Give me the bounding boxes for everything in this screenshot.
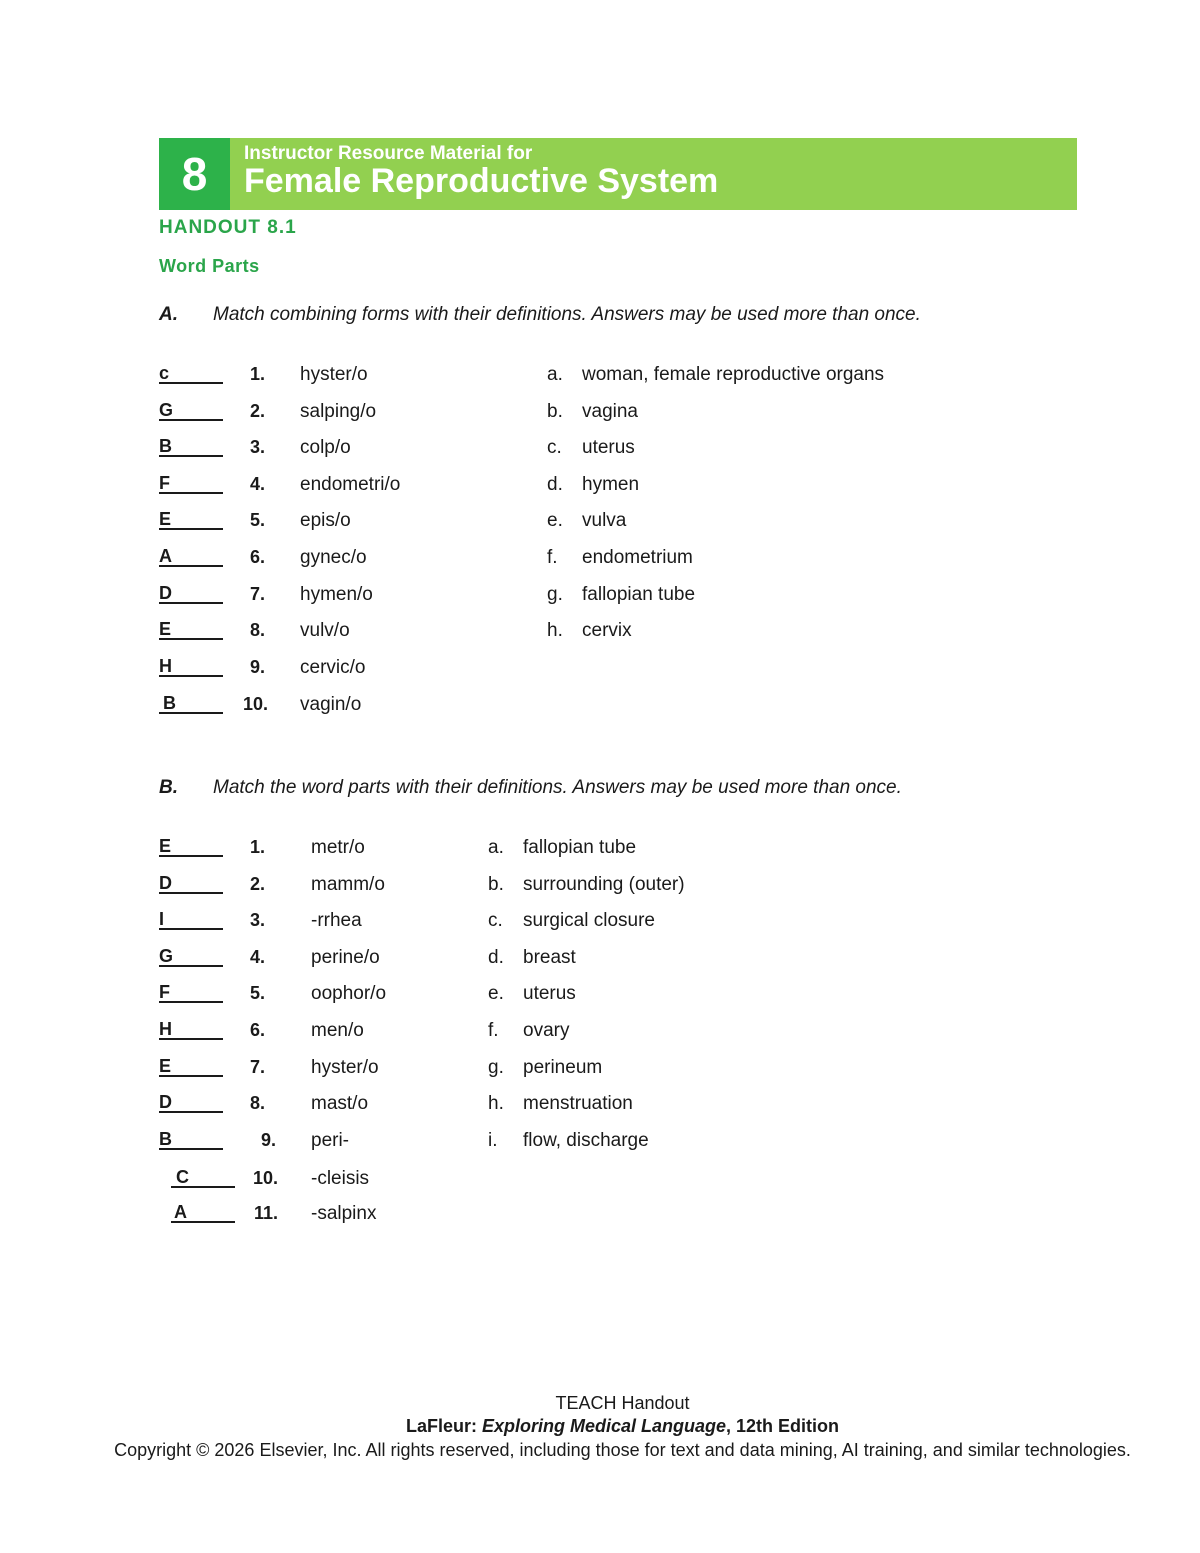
item-term: epis/o — [300, 510, 351, 532]
definition-text: fallopian tube — [582, 583, 696, 605]
part-b-instruction: Match the word parts with their definitions. Answers may be used more than once. — [213, 777, 902, 798]
definition-letter: b. — [488, 873, 504, 895]
definition-letter: a. — [547, 364, 563, 385]
answer-blank: D — [159, 1091, 223, 1113]
part-a-letter: A. — [159, 304, 178, 325]
item-number: 4. — [249, 473, 265, 494]
definition-letter: h. — [547, 620, 563, 642]
answer-blank: E — [159, 835, 223, 857]
answer-blank: I — [159, 908, 223, 930]
item-number: 2. — [249, 400, 265, 421]
answer-blank: F — [159, 981, 223, 1003]
answer-blank: D — [159, 872, 223, 894]
definition-text: cervix — [582, 620, 632, 642]
answer-blank: E — [159, 618, 223, 640]
definition-letter: e. — [547, 510, 563, 532]
item-term: salping/o — [300, 400, 377, 422]
item-number: 6. — [249, 1020, 265, 1040]
item-number: 1. — [249, 837, 265, 857]
definition-letter: f. — [547, 547, 558, 568]
definition-letter: i. — [488, 1129, 498, 1151]
item-term: mast/o — [311, 1093, 369, 1115]
item-term: -rrhea — [311, 910, 362, 932]
answer-blank: C — [171, 1166, 235, 1188]
item-term: perine/o — [311, 946, 380, 968]
banner-subtitle: Instructor Resource Material for — [244, 143, 533, 164]
chapter-number: 8 — [159, 138, 230, 210]
answer-blank: B — [159, 435, 223, 457]
answer-blank: F — [159, 472, 223, 494]
definition-text: surgical closure — [523, 910, 655, 932]
item-term: -salpinx — [311, 1203, 377, 1224]
definition-letter: d. — [547, 473, 563, 495]
item-number: 7. — [249, 1056, 265, 1077]
answer-blank: B — [159, 692, 223, 714]
item-term: hyster/o — [300, 364, 368, 385]
definition-letter: c. — [547, 437, 562, 459]
item-term: mamm/o — [311, 873, 385, 895]
definition-text: uterus — [582, 437, 635, 459]
item-number: 1. — [249, 364, 265, 384]
item-term: -cleisis — [311, 1168, 370, 1190]
definition-text: ovary — [523, 1020, 570, 1041]
definition-text: endometrium — [582, 547, 693, 568]
item-term: oophor/o — [311, 983, 387, 1005]
answer-blank: E — [159, 508, 223, 530]
answer-blank: E — [159, 1055, 223, 1077]
item-number: 10. — [252, 1168, 278, 1189]
definition-text: surrounding (outer) — [523, 873, 685, 895]
answer-blank: B — [159, 1128, 223, 1150]
item-number: 7. — [249, 583, 265, 604]
definition-text: hymen — [582, 473, 640, 495]
item-number: 8. — [249, 620, 265, 641]
item-number: 10. — [242, 694, 268, 715]
item-term: hyster/o — [311, 1056, 379, 1078]
item-term: men/o — [311, 1020, 364, 1041]
item-number: 11. — [253, 1203, 278, 1223]
part-b-letter: B. — [159, 777, 178, 798]
answer-blank: G — [159, 945, 223, 967]
answer-blank: D — [159, 582, 223, 604]
item-term: vagin/o — [300, 694, 362, 716]
definition-letter: d. — [488, 946, 504, 968]
item-term: peri- — [311, 1129, 350, 1151]
handout-label: HANDOUT 8.1 — [159, 217, 297, 238]
item-number: 4. — [249, 946, 265, 967]
answer-blank: A — [159, 545, 223, 567]
footer-book — [100, 1416, 1145, 1437]
definition-text: uterus — [523, 983, 576, 1005]
item-term: metr/o — [311, 837, 365, 858]
answer-blank: H — [159, 655, 223, 677]
footer-author: LaFleur: — [405, 1416, 482, 1436]
item-term: hymen/o — [300, 583, 373, 605]
item-number: 8. — [249, 1093, 265, 1114]
answer-blank: G — [159, 399, 223, 421]
definition-text: woman, female reproductive organs — [582, 364, 885, 385]
part-a-instruction: Match combining forms with their definitions. Answers may be used more than once. — [213, 304, 921, 325]
item-number: 3. — [249, 910, 265, 931]
item-term: endometri/o — [300, 473, 401, 495]
definition-text: vulva — [582, 510, 627, 532]
answer-blank: A — [171, 1201, 235, 1223]
item-number: 5. — [249, 510, 265, 531]
item-number: 9. — [249, 656, 265, 677]
answer-blank: c — [159, 362, 223, 384]
item-number: 6. — [249, 547, 265, 567]
definition-text: perineum — [523, 1056, 603, 1078]
footer-book-title: Exploring Medical Language — [481, 1416, 727, 1436]
item-number: 9. — [260, 1129, 276, 1150]
definition-letter: g. — [488, 1056, 504, 1078]
definition-letter: g. — [547, 583, 563, 605]
footer-edition: , 12th Edition — [726, 1416, 840, 1436]
definition-letter: f. — [488, 1020, 499, 1041]
banner-title: Female Reproductive System — [244, 162, 719, 200]
item-number: 5. — [249, 983, 265, 1004]
item-term: gynec/o — [300, 547, 367, 568]
definition-text: breast — [523, 946, 576, 968]
definition-letter: c. — [488, 910, 503, 932]
definition-letter: h. — [488, 1093, 504, 1115]
item-term: colp/o — [300, 437, 351, 459]
definition-text: fallopian tube — [523, 837, 637, 858]
definition-letter: e. — [488, 983, 504, 1005]
definition-letter: b. — [547, 400, 563, 422]
definition-text: menstruation — [523, 1093, 633, 1115]
item-term: vulv/o — [300, 620, 350, 642]
footer-label: TEACH Handout — [555, 1393, 690, 1413]
item-number: 3. — [249, 437, 265, 458]
definition-text: vagina — [582, 400, 638, 422]
definition-text: flow, discharge — [523, 1129, 649, 1151]
item-term: cervic/o — [300, 656, 366, 678]
footer-copyright: Copyright © 2026 Elsevier, Inc. All rights reserved, including those for text and data mining, AI training, and similar technologies. — [114, 1440, 1131, 1460]
item-number: 2. — [249, 873, 265, 894]
section-title: Word Parts — [159, 256, 260, 276]
answer-blank: H — [159, 1018, 223, 1040]
definition-letter: a. — [488, 837, 504, 858]
